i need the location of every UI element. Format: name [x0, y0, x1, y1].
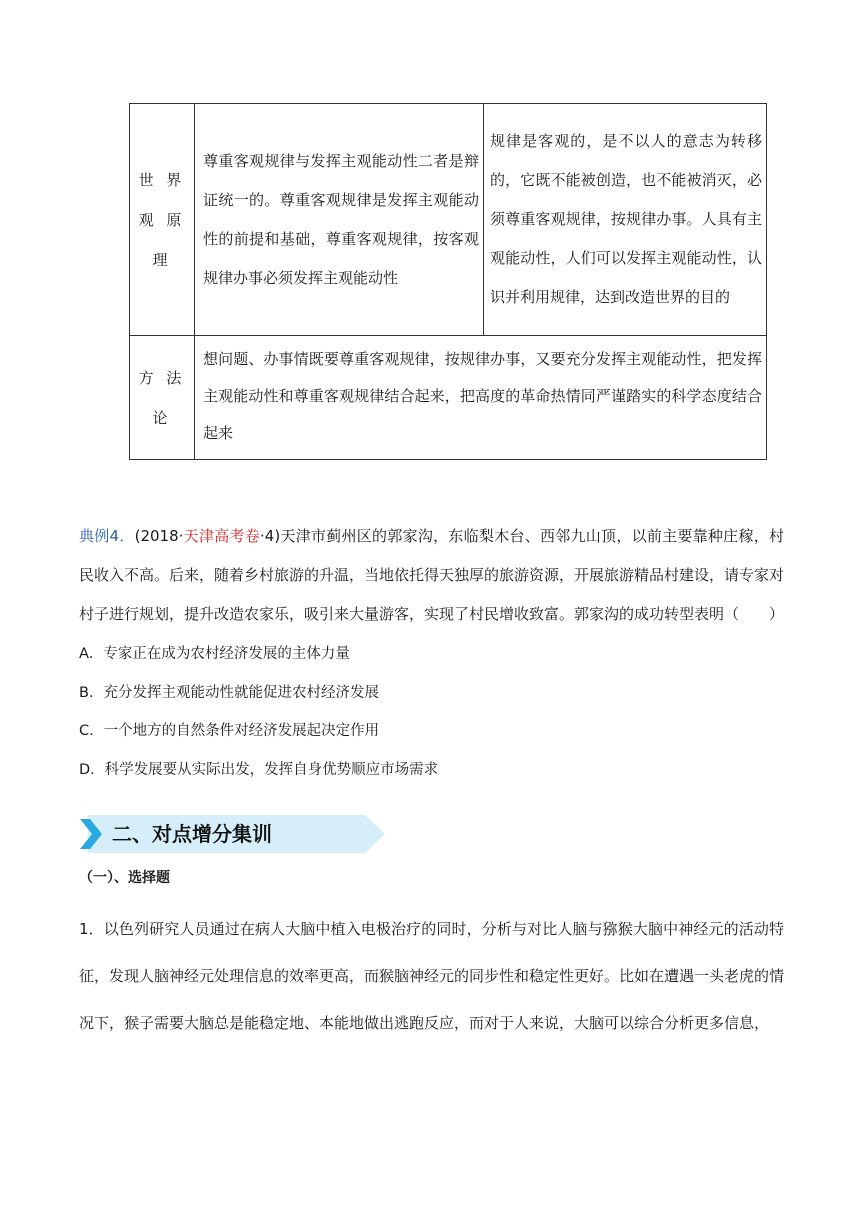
option-c: C．一个地方的自然条件对经济发展起决定作用: [79, 723, 380, 739]
methodology-cell: 想问题、办事情既要尊重客观规律，按规律办事，又要充分发挥主观能动性，把发挥主观能动性和尊重客观规律结合起来，把高度的革命热情同严谨踏实的科学态度结合起来: [195, 336, 767, 460]
question-1-line-2: 况下，猴子需要大脑总是能稳定地、本能地做出逃跑反应，而对于人来说，大脑可以综合分析更多信息，: [79, 1014, 770, 1032]
example-source-close: ·4): [260, 527, 281, 545]
example-stem-text: 天津市蓟州区的郭家沟，东临梨木台、西邻九山顶，以前主要靠种庄稼，村民收入不高。后来，随着乡村旅游的升温，当地依托得天独厚的旅游资源，开展旅游精品村建设，请专家对村子进行规划，提升改造农家乐，吸引来大量游客，实现了村民增收致富。郭家沟的成功转型表明（ ）: [79, 527, 785, 623]
concept-table: [129, 103, 767, 460]
example-source-name: 天津高考卷: [183, 527, 261, 545]
section-banner: [80, 815, 385, 853]
question-1-text: [79, 906, 784, 1047]
question-1-line-1: 1．以色列研究人员通过在病人大脑中植入电极治疗的同时，分析与对比人脑与猕猴大脑中神经元的活动特征，发现人脑神经元处理信息的效率更高，而猴脑神经元的同步性和稳定性更好。比如在遭遇一头老虎的情: [79, 920, 785, 985]
worldview-explanation-cell: 规律是客观的，是不以人的意志为转移的，它既不能被创造，也不能被消灭，必须尊重客观规律，按规律办事。人具有主观能动性，人们可以发挥主观能动性，认识并利用规律，达到改造世界的目的: [484, 104, 767, 336]
row-label-worldview: 世 界 观 原 理: [130, 104, 195, 336]
example-question-stem: [79, 517, 784, 634]
section-title: 二、对点增分集训: [112, 822, 272, 846]
example-source-open: (2018·: [134, 527, 184, 545]
row-label-methodology: 方 法 论: [130, 336, 195, 460]
option-a: A．专家正在成为农村经济发展的主体力量: [79, 646, 350, 662]
subsection-title: （一）、选择题: [79, 870, 170, 886]
example-tag: 典例4．: [79, 527, 135, 545]
option-b: B．充分发挥主观能动性就能促进农村经济发展: [79, 685, 379, 701]
worldview-relation-cell: 尊重客观规律与发挥主观能动性二者是辩证统一的。尊重客观规律是发挥主观能动性的前提和基础，尊重客观规律，按客观规律办事必须发挥主观能动性: [195, 104, 484, 336]
option-d: D．科学发展要从实际出发，发挥自身优势顺应市场需求: [79, 762, 439, 778]
table-row: [130, 336, 767, 460]
table-row: [130, 104, 767, 336]
